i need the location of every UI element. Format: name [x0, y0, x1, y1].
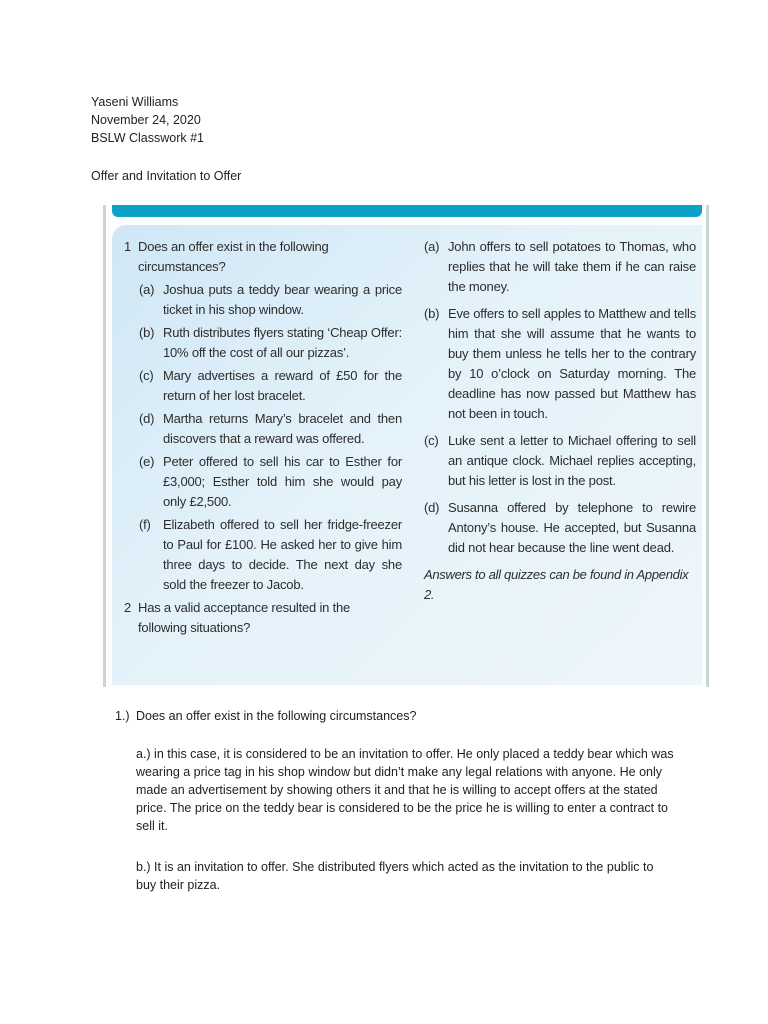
quiz-image — [103, 205, 709, 687]
item-letter: (c) — [139, 368, 154, 383]
item-letter: (a) — [424, 239, 440, 254]
item-letter: (d) — [139, 411, 155, 426]
item-text: Joshua puts a teddy bear wearing a price ticket in his shop window. — [163, 282, 402, 317]
question-item — [424, 498, 696, 558]
item-text: Elizabeth offered to sell her fridge-freezer to Paul for £100. He asked her to give him three days to decide. The next day she sold the freezer to Jacob. — [163, 517, 402, 592]
item-letter: (d) — [424, 500, 440, 515]
question-item — [124, 452, 402, 512]
accent-bar — [112, 205, 702, 217]
item-letter: (a) — [139, 282, 155, 297]
question-number: 2 — [124, 600, 132, 615]
question-text: Has a valid acceptance resulted in the following situations? — [138, 600, 351, 635]
document-title: Offer and Invitation to Offer — [91, 169, 242, 183]
question-text: Does an offer exist in the following circumstances? — [138, 239, 329, 274]
answers-heading-number: 1.) — [115, 709, 130, 723]
document-date: November 24, 2020 — [91, 113, 201, 127]
question-item — [124, 366, 402, 406]
frame-right-border — [706, 205, 709, 687]
item-text: Ruth distributes flyers stating ‘Cheap Offer: 10% off the cost of all our pizzas’. — [163, 325, 402, 360]
question-item — [124, 515, 402, 595]
question-item — [124, 280, 402, 320]
item-text: Mary advertises a reward of £50 for the return of her lost bracelet. — [163, 368, 402, 403]
question-2 — [124, 598, 402, 638]
item-letter: (b) — [139, 325, 155, 340]
question-number: 1 — [124, 239, 132, 254]
course-label: BSLW Classwork #1 — [91, 131, 204, 145]
question-item — [424, 304, 696, 424]
item-text: Luke sent a letter to Michael offering to sell an antique clock. Michael replies accepting, but his letter is lost in the post. — [448, 433, 696, 488]
item-letter: (e) — [139, 454, 155, 469]
item-letter: (f) — [139, 517, 151, 532]
quiz-box — [112, 225, 702, 685]
item-letter: (b) — [424, 306, 440, 321]
quiz-left-column — [124, 237, 402, 638]
answer-b: b.) It is an invitation to offer. She distributed flyers which acted as the invitation to the public to buy their pizza. — [136, 860, 654, 892]
author-name: Yaseni Williams — [91, 95, 179, 109]
item-text: Martha returns Mary’s bracelet and then discovers that a reward was offered. — [163, 411, 402, 446]
question-item — [424, 431, 696, 491]
answers-heading — [115, 708, 416, 725]
question-1 — [124, 237, 402, 277]
answers-heading-text: Does an offer exist in the following circumstances? — [136, 709, 417, 723]
item-text: John offers to sell potatoes to Thomas, who replies that he will take them if he can raise the money. — [448, 239, 696, 294]
question-item — [124, 323, 402, 363]
frame-left-border — [103, 205, 106, 687]
answer-a: a.) in this case, it is considered to be an invitation to offer. He only placed a teddy bear which was wearing a price tag in his shop window but didn’t make any legal relations with anyone. He only made an advertisement by showing others it and that he is willing to accept offers at the stated price. The price on the teddy bear is considered to be the price he is willing to enter a contract to sell it. — [136, 747, 674, 833]
item-letter: (c) — [424, 433, 439, 448]
item-text: Susanna offered by telephone to rewire Antony’s house. He accepted, but Susanna did not hear because the line went dead. — [448, 500, 696, 555]
item-text: Eve offers to sell apples to Matthew and tells him that she will assume that he wants to buy them unless he tells her to the contrary by 10 o’clock on Saturday morning. The deadline has now passed but Matthew has not been in touch. — [448, 306, 696, 421]
answers-appendix-note: Answers to all quizzes can be found in Appendix 2. — [424, 567, 689, 602]
question-item — [424, 237, 696, 297]
quiz-right-column — [424, 237, 696, 605]
item-text: Peter offered to sell his car to Esther for £3,000; Esther told him she would pay only £2,500. — [163, 454, 402, 509]
question-item — [124, 409, 402, 449]
